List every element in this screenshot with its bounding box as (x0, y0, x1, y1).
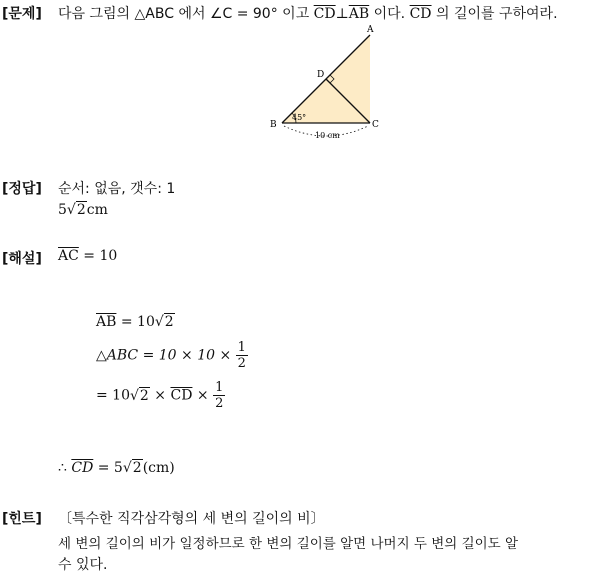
l3-sqrt: √2 (130, 387, 149, 404)
solution-ac-line (58, 248, 117, 264)
l3-rad: 2 (139, 387, 149, 404)
solution-tag: [해설] (2, 251, 42, 267)
label-b: B (270, 120, 277, 130)
segment-ab-sol: $\overline{AB}$ (96, 314, 117, 330)
segment-cd-sol: $\overline{CD}$ (170, 387, 193, 404)
fraction-den-2: 2 (215, 396, 224, 411)
perp-symbol: ⊥ (335, 6, 349, 22)
problem-tag: [문제] (2, 6, 42, 22)
l3-mid: × (149, 387, 171, 404)
hint-line-1: 세 변의 길이의 비가 일정하므로 한 변의 길이를 알면 나머지 두 변의 길이도 알 (58, 536, 519, 552)
conclusion-unit: (cm) (142, 460, 175, 476)
label-c: C (372, 120, 379, 130)
solution-conclusion (58, 460, 175, 476)
answer-sqrt: √2 (66, 202, 86, 218)
hint-title: 〔특수한 직각삼각형의 세 변의 길이의 비〕 (58, 511, 325, 527)
solution-line-2 (96, 340, 248, 371)
problem-text-part2: 이다. (369, 6, 410, 22)
solution-line-1 (96, 314, 175, 330)
answer-value (58, 202, 108, 218)
conclusion-sqrt: √2 (122, 460, 142, 476)
length-label: 10 cm (315, 131, 340, 140)
answer-tag: [정답] (2, 181, 42, 197)
ab-value: = 10 (116, 314, 155, 330)
segment-cd-conclusion: $\overline{CD}$ (71, 460, 94, 476)
label-d: D (317, 70, 325, 80)
answer-rad: 2 (76, 202, 86, 218)
hint-tag: [힌트] (2, 511, 42, 527)
answer-unit: cm (86, 202, 108, 218)
segment-cd-2: $\overline{CD}$ (409, 6, 432, 22)
fraction-den-1: 2 (237, 356, 246, 371)
answer-meta: 순서: 없음, 갯수: 1 (58, 181, 176, 197)
fraction-num-1: 1 (237, 340, 246, 355)
fraction-half-1 (236, 340, 248, 371)
area-expression: △ABC = 10 × 10 × (96, 347, 236, 364)
segment-ac: $\overline{AC}$ (58, 248, 79, 264)
triangle-figure (262, 20, 392, 145)
answer-coef: 5 (58, 202, 67, 218)
conclusion-eq: = 5 (93, 460, 123, 476)
therefore-symbol: ∴ (58, 460, 72, 476)
hint-line-2: 수 있다. (58, 557, 108, 573)
conclusion-rad: 2 (132, 460, 142, 476)
ac-value: = 10 (78, 248, 118, 264)
problem-text-part1: 다음 그림의 △ABC 에서 ∠C = 90° 이고 (58, 6, 314, 22)
segment-cd: $\overline{CD}$ (313, 6, 336, 22)
fraction-half-2 (213, 380, 225, 411)
problem-text-part3: 의 길이를 구하여라. (431, 6, 558, 22)
angle-label: 45° (292, 113, 307, 122)
l3-times: × (192, 387, 214, 404)
solution-line-3 (96, 380, 225, 411)
label-a: A (367, 25, 374, 35)
ab-sqrt: √2 (154, 314, 174, 330)
segment-ab: $\overline{AB}$ (348, 6, 370, 22)
l3-lhs: = 10 (96, 387, 130, 404)
fraction-num-2: 1 (215, 380, 224, 395)
ab-rad: 2 (164, 314, 174, 330)
